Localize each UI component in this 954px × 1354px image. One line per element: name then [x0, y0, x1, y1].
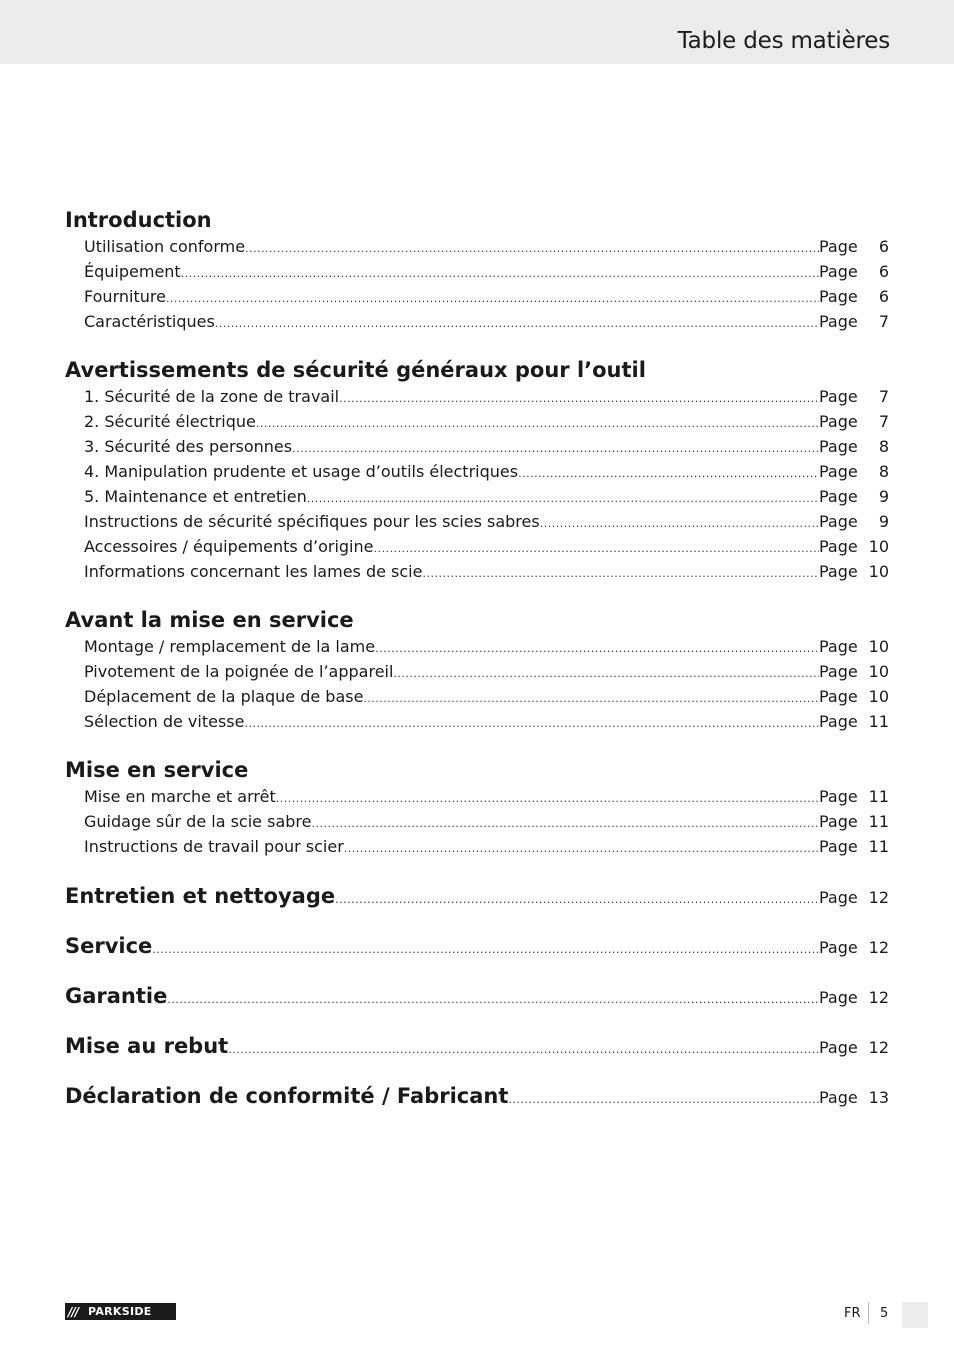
- page-number: 12: [868, 1038, 889, 1057]
- entry-label: Guidage sûr de la scie sabre: [84, 812, 312, 831]
- page-number: 7: [878, 312, 889, 331]
- page-number: 7: [878, 412, 889, 431]
- toc-entry[interactable]: [65, 634, 889, 659]
- table-of-contents: [65, 206, 889, 1131]
- toc-entry[interactable]: [65, 509, 889, 534]
- toc-major-entry[interactable]: [65, 881, 889, 911]
- dot-leader: [245, 236, 819, 261]
- toc-section-safety-warnings: [65, 356, 889, 584]
- page-number: 11: [868, 787, 889, 806]
- page-word: Page: [819, 312, 858, 331]
- dot-leader: [166, 286, 819, 311]
- entry-label: Utilisation conforme: [84, 237, 246, 256]
- dot-leader: [540, 511, 819, 536]
- page-word: Page: [819, 237, 858, 256]
- major-entry-label: Garantie: [65, 984, 168, 1008]
- toc-section-operation: [65, 756, 889, 859]
- page-number: 12: [868, 938, 889, 957]
- toc-entry[interactable]: [65, 784, 889, 809]
- entry-label: Équipement: [84, 262, 181, 281]
- page-number: 6: [878, 237, 889, 256]
- dot-leader: [292, 436, 819, 461]
- page-word: Page: [819, 888, 858, 907]
- page-number: 13: [868, 1088, 889, 1107]
- dot-leader: [256, 411, 819, 436]
- page-word: Page: [819, 487, 858, 506]
- page-title: Table des matières: [677, 28, 890, 54]
- page-word: Page: [819, 662, 858, 681]
- entry-label: Sélection de vitesse: [84, 712, 245, 731]
- entry-label: Déplacement de la plaque de base: [84, 687, 364, 706]
- page-word: Page: [819, 637, 858, 656]
- entry-label: 5. Maintenance et entretien: [84, 487, 307, 506]
- dot-leader: [244, 711, 819, 736]
- page-number: 6: [878, 262, 889, 281]
- section-title: Avant la mise en service: [65, 608, 354, 632]
- page-word: Page: [819, 287, 858, 306]
- page-word: Page: [819, 437, 858, 456]
- page-word: Page: [819, 988, 858, 1007]
- entry-label: Instructions de travail pour scier: [84, 837, 344, 856]
- entry-label: Accessoires / équipements d’origine: [84, 537, 374, 556]
- toc-entry[interactable]: [65, 309, 889, 334]
- language-code: FR: [844, 1306, 861, 1321]
- entry-label: Montage / remplacement de la lame: [84, 637, 376, 656]
- entry-label: Fourniture: [84, 287, 166, 306]
- dot-leader: [335, 885, 819, 915]
- page-word: Page: [819, 387, 858, 406]
- page-word: Page: [819, 938, 858, 957]
- toc-entry[interactable]: [65, 434, 889, 459]
- page-number: 9: [878, 512, 889, 531]
- page-number: 11: [868, 812, 889, 831]
- toc-major-entry[interactable]: [65, 931, 889, 961]
- toc-entry[interactable]: [65, 459, 889, 484]
- page-word: Page: [819, 412, 858, 431]
- page-number-footer: 5: [880, 1306, 889, 1321]
- page-word: Page: [819, 787, 858, 806]
- dot-leader: [307, 486, 819, 511]
- page-number: 10: [868, 562, 889, 581]
- page-number: 9: [878, 487, 889, 506]
- section-title: Introduction: [65, 208, 212, 232]
- page-word: Page: [819, 1088, 858, 1107]
- entry-label: 2. Sécurité électrique: [84, 412, 256, 431]
- dot-leader: [152, 935, 819, 965]
- dot-leader: [422, 561, 819, 586]
- major-entry-label: Service: [65, 934, 153, 958]
- page-word: Page: [819, 812, 858, 831]
- toc-entry[interactable]: [65, 659, 889, 684]
- dot-leader: [167, 985, 819, 1015]
- dot-leader: [393, 661, 819, 686]
- page-number: 10: [868, 537, 889, 556]
- page-number: 8: [878, 437, 889, 456]
- dot-leader: [228, 1035, 819, 1065]
- toc-entry[interactable]: [65, 384, 889, 409]
- page-number: 11: [868, 837, 889, 856]
- toc-entry[interactable]: [65, 284, 889, 309]
- page-word: Page: [819, 512, 858, 531]
- entry-label: 1. Sécurité de la zone de travail: [84, 387, 340, 406]
- dot-leader: [375, 636, 819, 661]
- toc-section-introduction: [65, 206, 889, 334]
- page-number: 6: [878, 287, 889, 306]
- page-word: Page: [819, 837, 858, 856]
- major-entry-label: Mise au rebut: [65, 1034, 229, 1058]
- section-title: Avertissements de sécurité généraux pour l’outil: [65, 358, 646, 382]
- dot-leader: [311, 811, 819, 836]
- page-number: 11: [868, 712, 889, 731]
- entry-label: Pivotement de la poignée de l’appareil: [84, 662, 394, 681]
- dot-leader: [276, 786, 819, 811]
- page-word: Page: [819, 262, 858, 281]
- page-number: 7: [878, 387, 889, 406]
- toc-entry[interactable]: [65, 834, 889, 859]
- dot-leader: [181, 261, 819, 286]
- parkside-logo: [65, 1303, 176, 1320]
- logo-slashes: ///: [68, 1304, 79, 1319]
- page-number: 8: [878, 462, 889, 481]
- major-entry-label: Entretien et nettoyage: [65, 884, 336, 908]
- toc-entry[interactable]: [65, 234, 889, 259]
- dot-leader: [344, 836, 819, 861]
- toc-major-entry[interactable]: [65, 1081, 889, 1111]
- toc-entry[interactable]: [65, 484, 889, 509]
- toc-entry[interactable]: [65, 409, 889, 434]
- dot-leader: [215, 311, 819, 336]
- page-number: 12: [868, 988, 889, 1007]
- dot-leader: [339, 386, 819, 411]
- toc-major-entry[interactable]: [65, 981, 889, 1011]
- toc-entry[interactable]: [65, 709, 889, 734]
- toc-entry[interactable]: [65, 684, 889, 709]
- toc-entry[interactable]: [65, 809, 889, 834]
- dot-leader: [508, 1085, 819, 1115]
- dot-leader: [363, 686, 819, 711]
- toc-entry[interactable]: [65, 534, 889, 559]
- page-word: Page: [819, 462, 858, 481]
- entry-label: Instructions de sécurité spécifiques pour les scies sabres: [84, 512, 540, 531]
- page-word: Page: [819, 537, 858, 556]
- dot-leader: [373, 536, 819, 561]
- major-entry-label: Déclaration de conformité / Fabricant: [65, 1084, 509, 1108]
- dot-leader: [518, 461, 819, 486]
- toc-major-entry[interactable]: [65, 1031, 889, 1061]
- entry-label: 4. Manipulation prudente et usage d’outils électriques: [84, 462, 519, 481]
- entry-label: Caractéristiques: [84, 312, 215, 331]
- page-number: 12: [868, 888, 889, 907]
- page-number: 10: [868, 687, 889, 706]
- toc-entry[interactable]: [65, 259, 889, 284]
- toc-section-before-use: [65, 606, 889, 734]
- page-word: Page: [819, 1038, 858, 1057]
- section-title: Mise en service: [65, 758, 249, 782]
- page-word: Page: [819, 712, 858, 731]
- entry-label: 3. Sécurité des personnes: [84, 437, 293, 456]
- page-number: 10: [868, 637, 889, 656]
- logo-text: PARKSIDE: [88, 1305, 152, 1318]
- header-bar: [0, 0, 954, 64]
- page-word: Page: [819, 562, 858, 581]
- entry-label: Mise en marche et arrêt: [84, 787, 276, 806]
- footer-tab-marker: [902, 1302, 928, 1328]
- toc-entry[interactable]: [65, 559, 889, 584]
- page-word: Page: [819, 687, 858, 706]
- page-number: 10: [868, 662, 889, 681]
- footer-divider: [868, 1302, 869, 1324]
- entry-label: Informations concernant les lames de scie: [84, 562, 423, 581]
